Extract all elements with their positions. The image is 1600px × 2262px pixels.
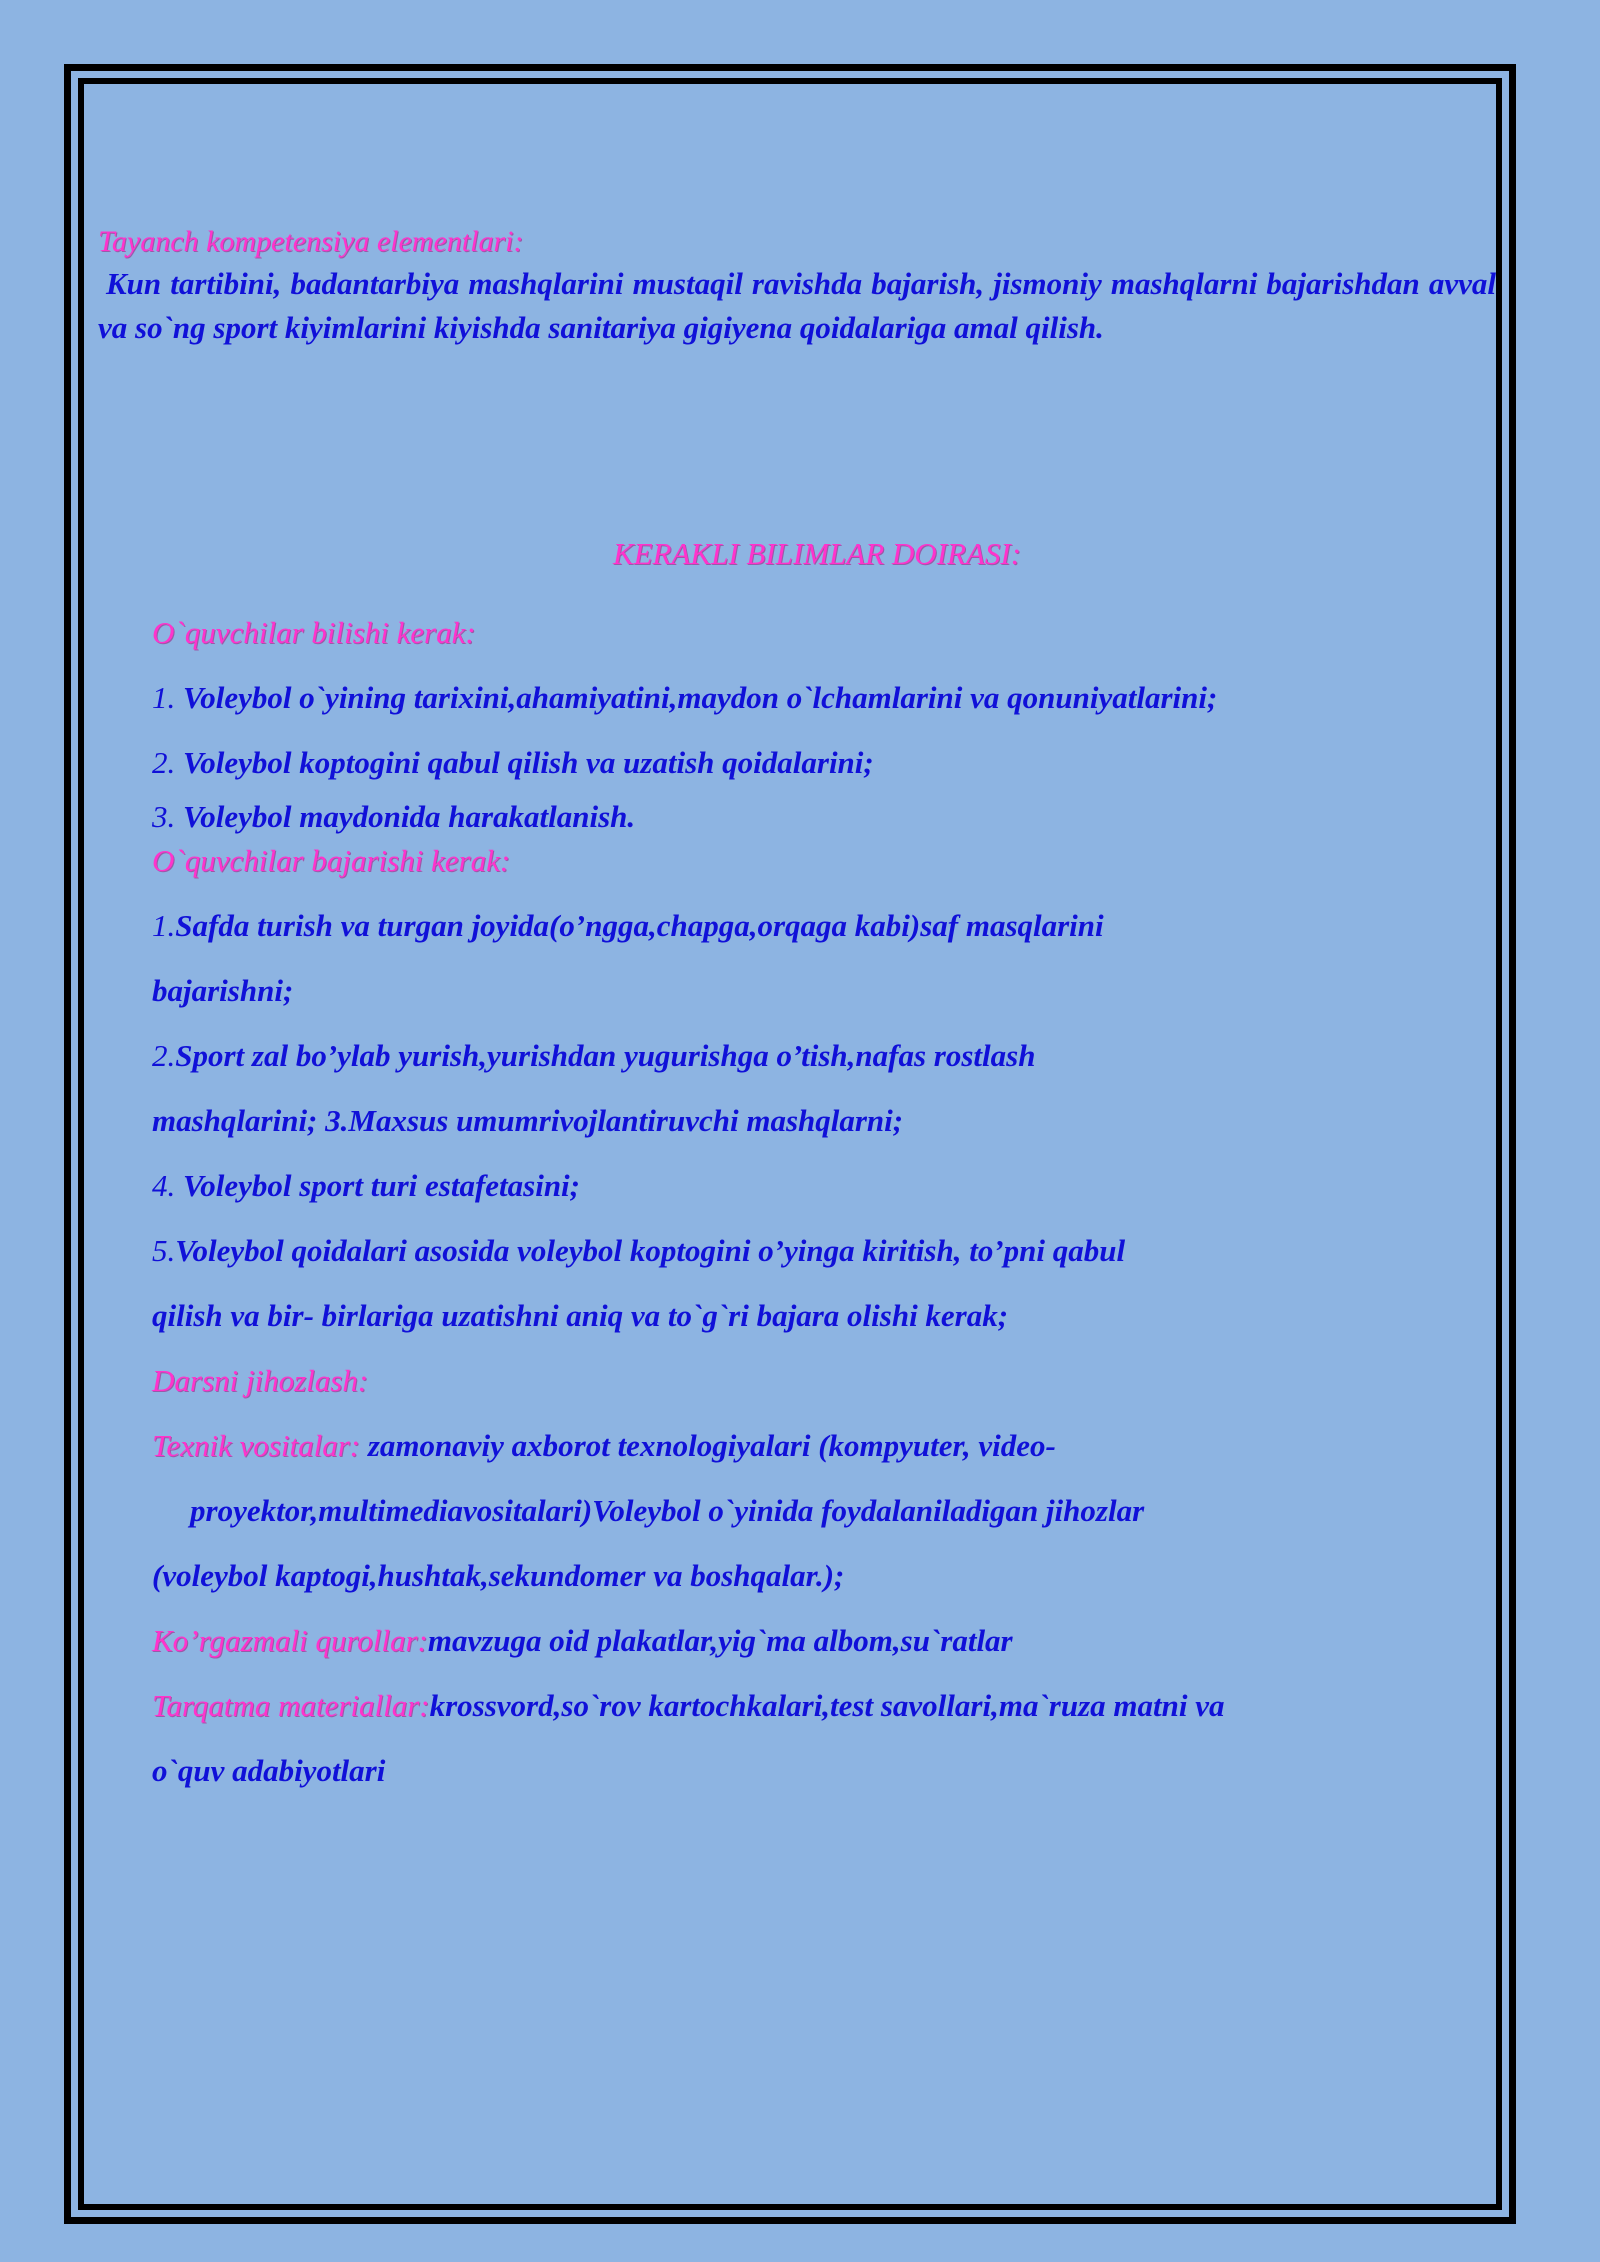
bajarishi-item-5-line-1: 5.Voleybol qoidalari asosida voleybol koptogini o’yinga kiritish, to’pni qabul	[152, 1233, 1126, 1268]
kompetensiya-title: Tayanch kompetensiya elementlari:	[98, 225, 524, 258]
korgazmali-qurollar-label: Ko’rgazmali qurollar:	[152, 1623, 428, 1658]
tarqatma-materiallar-line-2: o`quv adabiyotlari	[152, 1753, 386, 1788]
texnik-vositalar-line-2: proyektor,multimediavositalari)Voleybol o`yinida foydalaniladigan jihozlar	[190, 1493, 1145, 1528]
texnik-vositalar-line-3: (voleybol kaptogi,hushtak,sekundomer va boshqalar.);	[152, 1558, 845, 1593]
bajarishi-item-4: 4. Voleybol sport turi estafetasini;	[152, 1168, 580, 1203]
jihozlash-heading: Darsni jihozlash:	[152, 1363, 369, 1398]
tarqatma-materiallar-line-1: Tarqatma materiallar:krossvord,so`rov kartochkalari,test savollari,ma`ruza matni va	[152, 1688, 1225, 1723]
bajarishi-item-1-line-1: 1.Safda turish va turgan joyida(o’ngga,chapga,orqaga kabi)saf masqlarini	[152, 908, 1104, 943]
bilishi-item-3: 3. Voleybol maydonida harakatlanish.	[152, 799, 636, 834]
section-title: KERAKLI BILIMLAR DOIRASI:	[612, 536, 1022, 571]
kompetensiya-text: Kun tartibini, badantarbiya mashqlarini mustaqil ravishda bajarish, jismoniy mashqlarni bajarishdan avval va so`ng sport kiyimlarini kiyishda sanitariya gigiyena qoidalariga amal qilish.	[98, 266, 1496, 345]
bilishi-heading: O`quvchilar bilishi kerak:	[152, 615, 476, 650]
texnik-vositalar-line-1: Texnik vositalar: zamonaviy axborot texnologiyalari (kompyuter, video-	[152, 1428, 1056, 1463]
bajarishi-item-2-line-2: mashqlarini; 3.Maxsus umumrivojlantiruvchi mashqlarni;	[152, 1103, 904, 1138]
tarqatma-materiallar-label: Tarqatma materiallar:	[152, 1688, 430, 1723]
content-list	[152, 600, 1552, 1803]
bajarishi-heading: O`quvchilar bajarishi kerak:	[152, 843, 511, 878]
bilishi-item-1: 1. Voleybol o`yining tarixini,ahamiyatini,maydon o`lchamlarini va qonuniyatlarini;	[152, 680, 1218, 715]
bilishi-item-2: 2. Voleybol koptogini qabul qilish va uzatish qoidalarini;	[152, 745, 874, 780]
korgazmali-qurollar: Ko’rgazmali qurollar:mavzuga oid plakatlar,yig`ma albom,su`ratlar	[152, 1623, 1013, 1658]
document-page	[98, 222, 1496, 1788]
bajarishi-item-1-line-2: bajarishni;	[152, 973, 294, 1008]
bajarishi-item-2-line-1: 2.Sport zal bo’ylab yurish,yurishdan yugurishga o’tish,nafas rostlash	[152, 1038, 1036, 1073]
bajarishi-item-5-line-2: qilish va bir- birlariga uzatishni aniq va to`g`ri bajara olishi kerak;	[152, 1298, 1009, 1333]
texnik-vositalar-label: Texnik vositalar:	[152, 1428, 361, 1463]
